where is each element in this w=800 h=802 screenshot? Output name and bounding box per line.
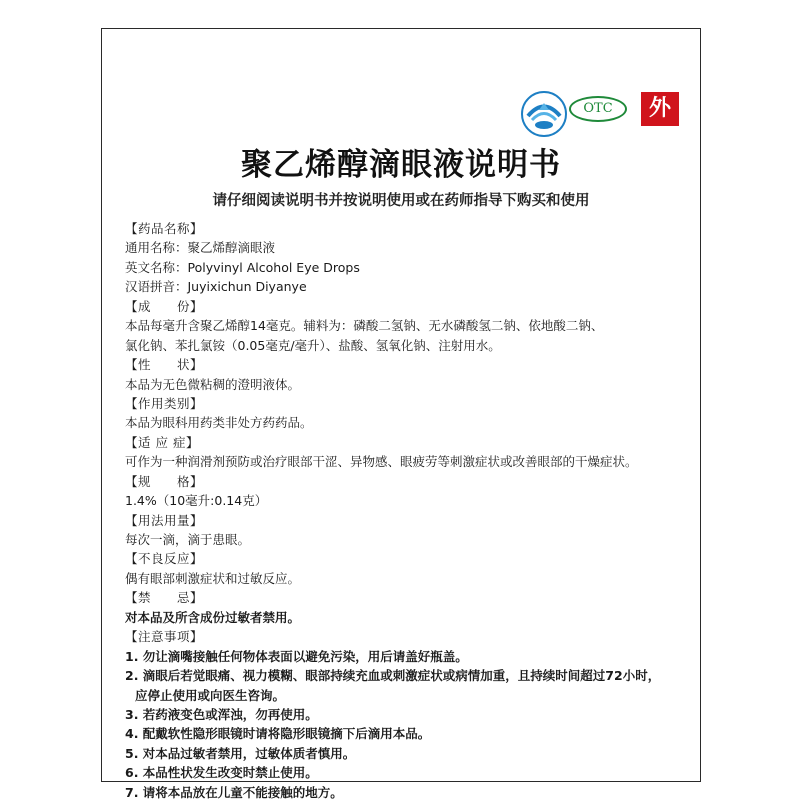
- text-line: 3. 若药液变色或浑浊，勿再使用。: [125, 706, 318, 722]
- text-line: 英文名称：Polyvinyl Alcohol Eye Drops: [125, 259, 360, 275]
- text-line: 通用名称：聚乙烯醇滴眼液: [125, 240, 276, 256]
- section-heading: 【注意事项】: [125, 629, 204, 645]
- otc-badge: OTC: [569, 96, 627, 122]
- text-line: 氯化钠、苯扎氯铵（0.05毫克/毫升）、盐酸、氢氧化钠、注射用水。: [125, 337, 501, 353]
- text-line: 对本品及所含成份过敏者禁用。: [125, 609, 301, 625]
- text-line: 6. 本品性状发生改变时禁止使用。: [125, 765, 318, 781]
- section-heading: 【作用类别】: [125, 395, 204, 411]
- section-heading: 【用法用量】: [125, 512, 204, 528]
- section-heading: 【规 格】: [125, 473, 204, 489]
- text-line: 5. 对本品过敏者禁用，过敏体质者慎用。: [125, 745, 356, 761]
- text-line: 偶有眼部刺激症状和过敏反应。: [125, 570, 301, 586]
- text-line: 本品每毫升含聚乙烯醇14毫克。辅料为：磷酸二氢钠、无水磷酸氢二钠、依地酸二钠、: [125, 318, 604, 334]
- badge-row: [102, 77, 700, 133]
- text-line: 2. 滴眼后若觉眼痛、视力模糊、眼部持续充血或刺激症状或病情加重，且持续时间超过72小时，: [125, 668, 661, 684]
- instruction-sheet: [101, 28, 701, 800]
- text-line: 应停止使用或向医生咨询。: [135, 687, 286, 703]
- document-body: [125, 219, 685, 802]
- text-line: 7. 请将本品放在儿童不能接触的地方。: [125, 784, 343, 800]
- text-line: 本品为无色微粘稠的澄明液体。: [125, 376, 301, 392]
- text-line: 4. 配戴软性隐形眼镜时请将隐形眼镜摘下后滴用本品。: [125, 726, 431, 742]
- section-heading: 【适 应 症】: [125, 434, 199, 450]
- page-subtitle: 请仔细阅读说明书并按说明使用或在药师指导下购买和使用: [212, 193, 590, 209]
- text-line: 1. 勿让滴嘴接触任何物体表面以避免污染，用后请盖好瓶盖。: [125, 648, 468, 664]
- text-line: 每次一滴，滴于患眼。: [125, 532, 251, 547]
- text-line: 可作为一种润滑剂预防或治疗眼部干涩、异物感、眼疲劳等刺激症状或改善眼部的干燥症状。: [125, 454, 638, 470]
- section-heading: 【不良反应】: [125, 551, 204, 567]
- section-heading: 【性 状】: [125, 357, 204, 373]
- section-heading: 【禁 忌】: [125, 590, 204, 606]
- external-use-badge: 外: [641, 92, 679, 126]
- text-line: 1.4%（10毫升:0.14克）: [125, 493, 268, 509]
- section-heading: 【成 份】: [125, 298, 204, 314]
- page-title: 聚乙烯醇滴眼液说明书: [241, 147, 561, 183]
- text-line: 汉语拼音：Juyixichun Diyanye: [125, 279, 307, 295]
- health-food-logo-icon: [519, 89, 569, 139]
- section-heading: 【药品名称】: [125, 221, 204, 236]
- text-line: 本品为眼科用药类非处方药药品。: [125, 415, 313, 431]
